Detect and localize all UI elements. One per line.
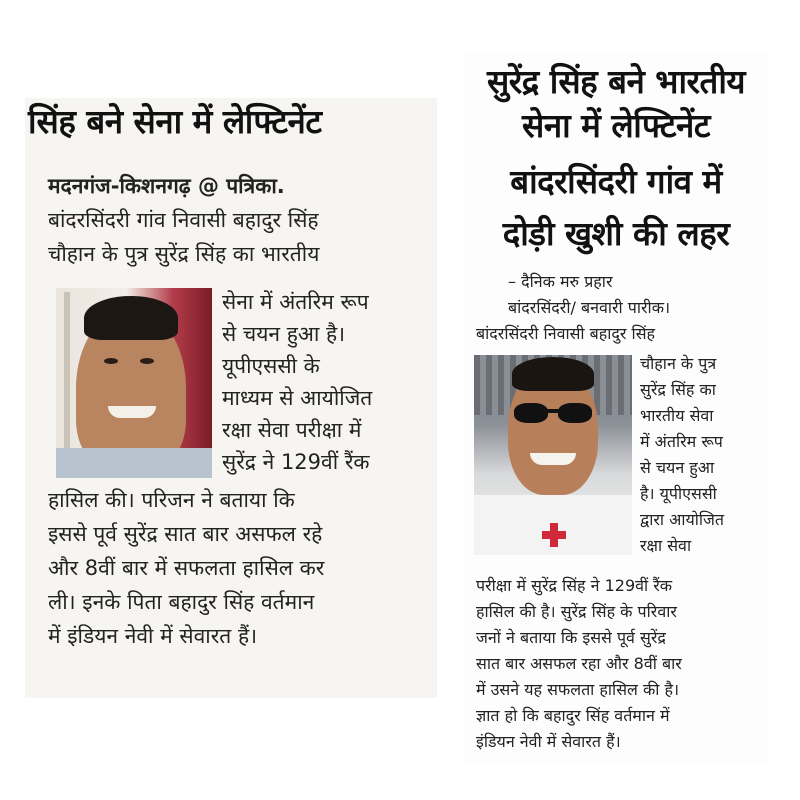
right-source: – दैनिक मरु प्रहार bbox=[508, 272, 613, 291]
right-line: इंडियन नेवी में सेवारत हैं। bbox=[476, 732, 621, 751]
left-line: ली। इनके पिता बहादुर सिंह वर्तमान bbox=[48, 590, 315, 614]
right-line: बांदरसिंदरी निवासी बहादुर सिंह bbox=[476, 324, 656, 343]
left-line: इससे पूर्व सुरेंद्र सात बार असफल रहे bbox=[48, 522, 323, 546]
right-line: द्वारा आयोजित bbox=[640, 510, 725, 529]
right-byline: बांदरसिंदरी/ बनवारी पारीक। bbox=[508, 298, 671, 317]
right-line: जनों ने बताया कि इससे पूर्व सुरेंद्र bbox=[476, 628, 666, 647]
left-line: यूपीएससी के bbox=[222, 354, 320, 378]
left-line: रक्षा सेवा परीक्षा में bbox=[222, 418, 362, 442]
right-headline-line: सेना में लेफ्टिनेंट bbox=[522, 106, 710, 145]
left-line: सेना में अंतरिम रूप bbox=[222, 290, 369, 314]
left-line: माध्यम से आयोजित bbox=[222, 386, 373, 410]
right-line: में उसने यह सफलता हासिल की है। bbox=[476, 680, 680, 699]
right-headline-line: बांदरसिंदरी गांव में bbox=[510, 162, 722, 201]
right-line: भारतीय सेवा bbox=[640, 406, 714, 425]
left-portrait-photo bbox=[56, 288, 212, 478]
right-line: में अंतरिम रूप bbox=[640, 432, 723, 451]
right-headline-line: सुरेंद्र सिंह बने भारतीय bbox=[486, 62, 746, 101]
right-line: से चयन हुआ bbox=[640, 458, 715, 477]
left-headline: सिंह बने सेना में लेफ्टिनेंट bbox=[28, 102, 322, 141]
right-line: है। यूपीएससी bbox=[640, 484, 717, 503]
left-line: सुरेंद्र ने 129वीं रैंक bbox=[222, 450, 370, 474]
right-line: चौहान के पुत्र bbox=[640, 354, 717, 373]
right-line: सुरेंद्र सिंह का bbox=[640, 380, 716, 399]
left-line: में इंडियन नेवी में सेवारत हैं। bbox=[48, 624, 258, 648]
left-line: और 8वीं बार में सफलता हासिल कर bbox=[48, 556, 325, 580]
left-line: से चयन हुआ है। bbox=[222, 322, 346, 346]
left-dateline: मदनगंज-किशनगढ़ @ पत्रिका. bbox=[48, 174, 285, 198]
right-line: सात बार असफल रहा और 8वीं बार bbox=[476, 654, 682, 673]
left-line: बांदरसिंदरी गांव निवासी बहादुर सिंह bbox=[48, 208, 319, 232]
left-line: चौहान के पुत्र सुरेंद्र सिंह का भारतीय bbox=[48, 242, 320, 266]
right-line: हासिल की है। सुरेंद्र सिंह के परिवार bbox=[476, 602, 677, 621]
right-portrait-photo bbox=[474, 355, 632, 555]
left-line: हासिल की। परिजन ने बताया कि bbox=[48, 488, 295, 512]
right-headline-line: दोड़ी खुशी की लहर bbox=[502, 214, 730, 253]
right-line: ज्ञात हो कि बहादुर सिंह वर्तमान में bbox=[476, 706, 670, 725]
right-line: परीक्षा में सुरेंद्र सिंह ने 129वीं रैंक bbox=[476, 576, 673, 595]
right-line: रक्षा सेवा bbox=[640, 536, 692, 555]
